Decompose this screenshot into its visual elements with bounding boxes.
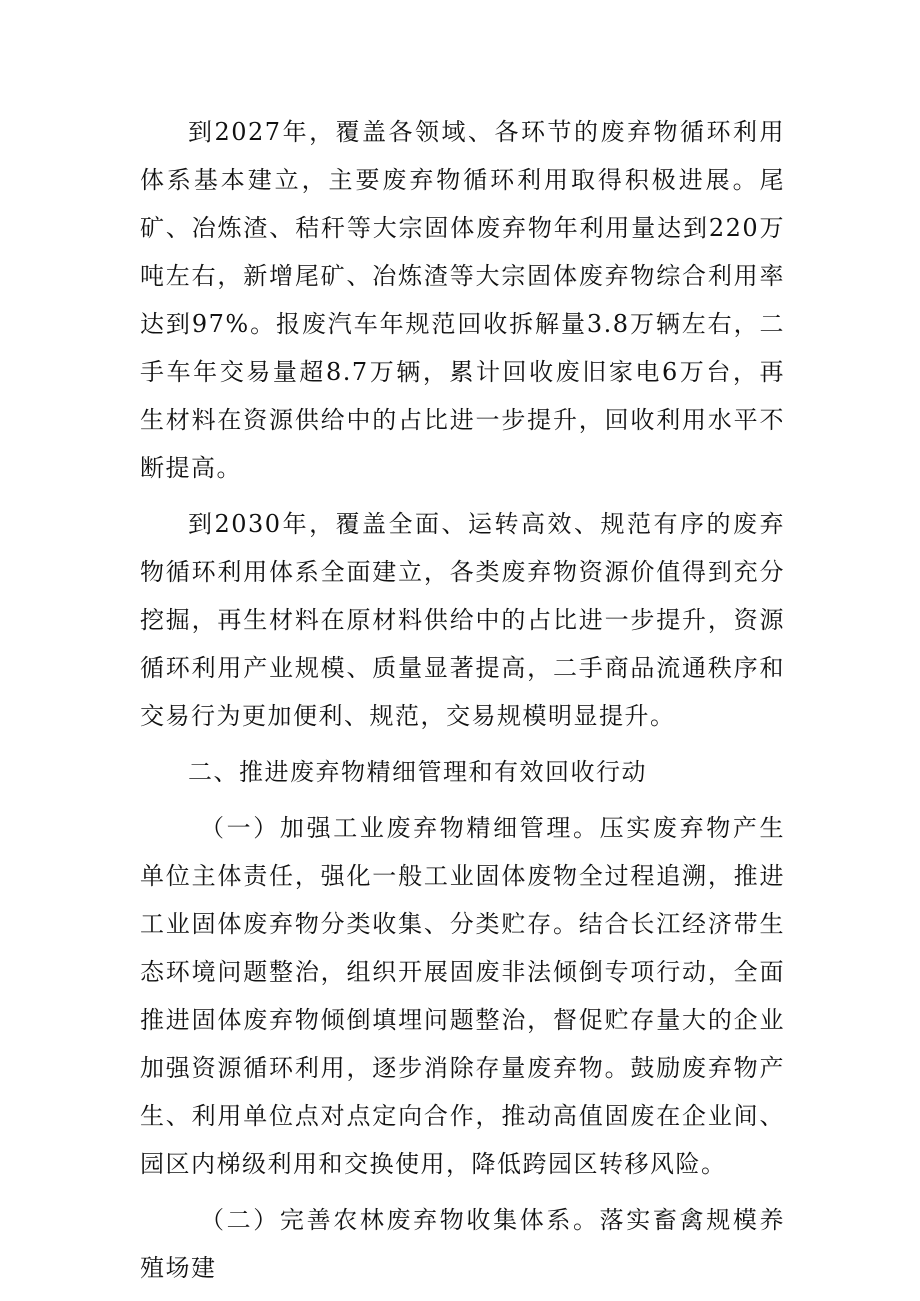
paragraph-2030-goals: 到2030年，覆盖全面、运转高效、规范有序的废弃物循环利用体系全面建立，各类废弃物资源价值得到充分挖掘，再生材料在原材料供给中的占比进一步提升，资源循环利用产业规模、质量显著提高，二手商品流通秩序和交易行为更加便利、规范，交易规模明显提升。 [140, 510, 785, 730]
section-heading: 二、推进废弃物精细管理和有效回收行动 [188, 758, 647, 786]
subsection-agricultural-waste: （二）完善农林废弃物收集体系。落实畜禽规模养殖场建 [140, 1206, 785, 1282]
document-body [140, 108, 785, 1292]
paragraph-2027-goals: 到2027年，覆盖各领域、各环节的废弃物循环利用体系基本建立，主要废弃物循环利用取得积极进展。尾矿、冶炼渣、秸秆等大宗固体废弃物年利用量达到220万吨左右，新增尾矿、冶炼渣等大宗固体废弃物综合利用率达到97%。报废汽车年规范回收拆解量3.8万辆左右，二手车年交易量超8.7万辆，累计回收废旧家电6万台，再生材料在资源供给中的占比进一步提升，回收利用水平不断提高。 [140, 118, 785, 482]
subsection-industrial-waste: （一）加强工业废弃物精细管理。压实废弃物产生单位主体责任，强化一般工业固体废物全过程追溯，推进工业固体废弃物分类收集、分类贮存。结合长江经济带生态环境问题整治，组织开展固废非法倾倒专项行动，全面推进固体废弃物倾倒填埋问题整治，督促贮存量大的企业加强资源循环利用，逐步消除存量废弃物。鼓励废弃物产生、利用单位点对点定向合作，推动高值固废在企业间、园区内梯级利用和交换使用，降低跨园区转移风险。 [140, 814, 785, 1178]
